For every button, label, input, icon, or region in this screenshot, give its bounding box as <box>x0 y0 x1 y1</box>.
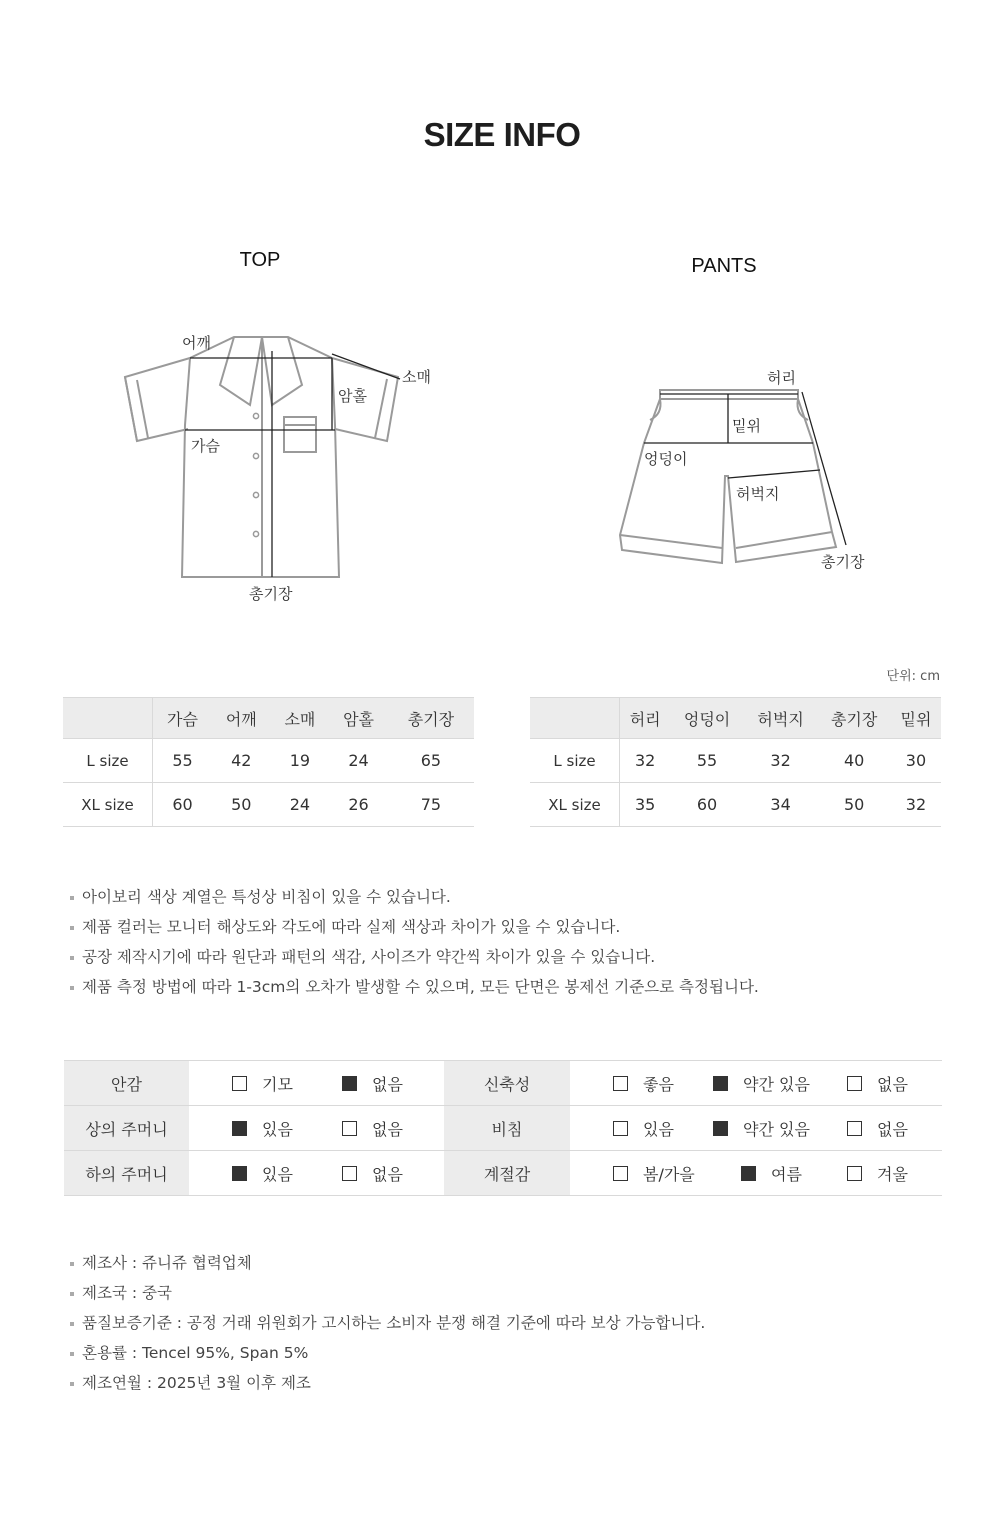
table-cell: 32 <box>744 739 818 783</box>
table-header: 가슴 <box>153 698 213 739</box>
list-item: 제품 컬러는 모니터 해상도와 각도에 따라 실제 색상과 차이가 있을 수 있습니다. <box>70 912 759 942</box>
table-cell: 19 <box>271 739 330 783</box>
option-summer[interactable]: 여름 <box>741 1162 847 1185</box>
product-info-list <box>70 1248 705 1398</box>
checkbox-checked[interactable] <box>342 1076 357 1091</box>
table-row <box>63 783 474 827</box>
table-header: 밑위 <box>891 698 941 739</box>
table-header: 허리 <box>620 698 671 739</box>
option-none[interactable]: 없음 <box>342 1117 403 1140</box>
option-winter[interactable]: 겨울 <box>847 1162 908 1185</box>
pants-title: PANTS <box>691 255 757 277</box>
shorts-diagram <box>610 380 860 575</box>
label-waist: 허리 <box>767 369 796 387</box>
table-cell: 55 <box>153 739 213 783</box>
label-armhole: 암홀 <box>338 387 367 405</box>
attribute-table <box>64 1060 942 1196</box>
label-pants-length: 총기장 <box>821 553 865 571</box>
table-header: 총기장 <box>388 698 474 739</box>
table-header: 암홀 <box>329 698 388 739</box>
pants-size-table <box>530 697 941 827</box>
checkbox-checked[interactable] <box>232 1166 247 1181</box>
table-cell: 32 <box>891 783 941 827</box>
shirt-diagram <box>110 325 420 590</box>
label-chest: 가슴 <box>191 437 220 455</box>
table-cell: 75 <box>388 783 474 827</box>
list-item: 제품 측정 방법에 따라 1-3cm의 오차가 발생할 수 있으며, 모든 단면은 봉제선 기준으로 측정됩니다. <box>70 972 759 1002</box>
checkbox-checked[interactable] <box>713 1121 728 1136</box>
row-label: XL size <box>530 783 620 827</box>
table-cell: 60 <box>670 783 744 827</box>
checkbox[interactable] <box>847 1121 862 1136</box>
attr-label-stretch: 신축성 <box>444 1061 570 1106</box>
attr-label-bottom-pocket: 하의 주머니 <box>64 1151 189 1196</box>
table-cell: 32 <box>620 739 671 783</box>
row-label: L size <box>530 739 620 783</box>
attr-label-season: 계절감 <box>444 1151 570 1196</box>
list-item: 품질보증기준 : 공정 거래 위원회가 고시하는 소비자 분쟁 해결 기준에 따라 보상 가능합니다. <box>70 1308 705 1338</box>
option-slight[interactable]: 약간 있음 <box>713 1117 847 1140</box>
table-row <box>64 1061 942 1106</box>
notes-list <box>70 882 759 1002</box>
table-cell: 35 <box>620 783 671 827</box>
label-hip: 엉덩이 <box>644 450 688 468</box>
row-label: L size <box>63 739 153 783</box>
option-none[interactable]: 없음 <box>847 1117 908 1140</box>
table-row <box>530 783 941 827</box>
table-header: 어깨 <box>212 698 271 739</box>
table-corner <box>530 698 620 739</box>
table-row <box>64 1151 942 1196</box>
table-row <box>63 739 474 783</box>
table-cell: 55 <box>670 739 744 783</box>
table-cell: 30 <box>891 739 941 783</box>
label-sleeve: 소매 <box>402 368 431 386</box>
table-cell: 24 <box>271 783 330 827</box>
page-title: SIZE INFO <box>423 116 581 153</box>
table-row <box>530 739 941 783</box>
checkbox[interactable] <box>847 1076 862 1091</box>
label-shoulder: 어깨 <box>182 334 211 352</box>
list-item: 제조국 : 중국 <box>70 1278 705 1308</box>
option-brushed[interactable]: 기모 <box>232 1072 342 1095</box>
table-corner <box>63 698 153 739</box>
table-cell: 65 <box>388 739 474 783</box>
table-header: 허벅지 <box>744 698 818 739</box>
option-none[interactable]: 없음 <box>847 1072 908 1095</box>
table-cell: 34 <box>744 783 818 827</box>
table-cell: 26 <box>329 783 388 827</box>
checkbox-checked[interactable] <box>741 1166 756 1181</box>
option-yes[interactable]: 있음 <box>232 1162 342 1185</box>
option-none[interactable]: 없음 <box>342 1162 403 1185</box>
checkbox[interactable] <box>232 1076 247 1091</box>
label-thigh: 허벅지 <box>736 485 780 503</box>
table-cell: 60 <box>153 783 213 827</box>
checkbox[interactable] <box>342 1166 357 1181</box>
table-cell: 42 <box>212 739 271 783</box>
option-yes[interactable]: 있음 <box>613 1117 713 1140</box>
list-item: 제조사 : 쥬니쥬 협력업체 <box>70 1248 705 1278</box>
option-none[interactable]: 없음 <box>342 1072 403 1095</box>
checkbox[interactable] <box>613 1166 628 1181</box>
attr-label-lining: 안감 <box>64 1061 189 1106</box>
table-row <box>64 1106 942 1151</box>
list-item: 공장 제작시기에 따라 원단과 패턴의 색감, 사이즈가 약간씩 차이가 있을 수 있습니다. <box>70 942 759 972</box>
list-item: 아이보리 색상 계열은 특성상 비침이 있을 수 있습니다. <box>70 882 759 912</box>
checkbox[interactable] <box>847 1166 862 1181</box>
table-header: 엉덩이 <box>670 698 744 739</box>
option-yes[interactable]: 있음 <box>232 1117 342 1140</box>
unit-label: 단위: cm <box>886 669 940 684</box>
checkbox-checked[interactable] <box>713 1076 728 1091</box>
label-rise: 밑위 <box>732 417 761 435</box>
list-item: 혼용률 : Tencel 95%, Span 5% <box>70 1338 705 1368</box>
top-title: TOP <box>239 249 281 271</box>
table-header: 총기장 <box>817 698 891 739</box>
option-good[interactable]: 좋음 <box>613 1072 713 1095</box>
checkbox-checked[interactable] <box>232 1121 247 1136</box>
list-item: 제조연월 : 2025년 3월 이후 제조 <box>70 1368 705 1398</box>
attr-label-sheer: 비침 <box>444 1106 570 1151</box>
table-cell: 40 <box>817 739 891 783</box>
table-cell: 50 <box>212 783 271 827</box>
option-slight[interactable]: 약간 있음 <box>713 1072 847 1095</box>
checkbox[interactable] <box>613 1076 628 1091</box>
row-label: XL size <box>63 783 153 827</box>
table-cell: 50 <box>817 783 891 827</box>
table-cell: 24 <box>329 739 388 783</box>
checkbox[interactable] <box>342 1121 357 1136</box>
top-size-table <box>63 697 474 827</box>
checkbox[interactable] <box>613 1121 628 1136</box>
table-header: 소매 <box>271 698 330 739</box>
option-spring-fall[interactable]: 봄/가을 <box>613 1162 741 1185</box>
label-top-length: 총기장 <box>249 585 293 603</box>
attr-label-top-pocket: 상의 주머니 <box>64 1106 189 1151</box>
